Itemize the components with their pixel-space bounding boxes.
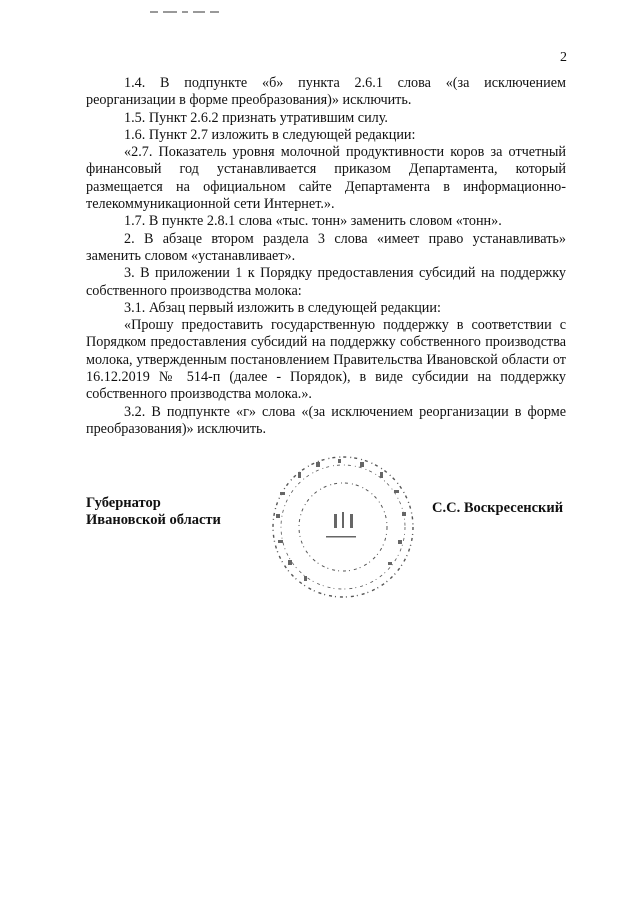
signatory-position [86,495,221,529]
signatory-position-line2: Ивановской области [86,512,221,528]
signatory-name: С.С. Воскресенский [432,500,564,516]
paragraph: 1.7. В пункте 2.8.1 слова «тыс. тонн» заменить словом «тонн». [124,213,502,230]
paragraph: 1.6. Пункт 2.7 изложить в следующей редакции: [124,126,416,143]
paragraph: 3.1. Абзац первый изложить в следующей редакции: [124,299,441,316]
round-seal-stamp-icon [268,452,418,602]
paragraph: 1.4. В подпункте «б» пункта 2.6.1 слова «(за исключением реорганизации в форме преобразования)» исключить. [86,75,566,109]
signatory-position-line1: Губернатор [86,495,161,511]
paragraph: 2. В абзаце втором раздела 3 слова «имеет право устанавливать» заменить словом «устанавливает». [86,230,566,264]
paragraph: 3.2. В подпункте «г» слова «(за исключением реорганизации в форме преобразования)» исключить. [86,403,566,437]
document-body [86,75,566,438]
page-number: 2 [560,50,567,65]
paragraph: 3. В приложении 1 к Порядку предоставления субсидий на поддержку собственного производства молока: [86,265,566,299]
paragraph: «2.7. Показатель уровня молочной продуктивности коров за отчетный финансовый год устанавливается приказом Департамента, который размещается на официальном сайте Департамента в информационно-телекоммуникационной сети Интернет.». [86,144,566,213]
top-scan-artifact [150,0,240,6]
paragraph: 1.5. Пункт 2.6.2 признать утратившим силу. [124,109,388,126]
paragraph: «Прошу предоставить государственную поддержку в соответствии с Порядком предоставления субсидий на поддержку собственного производства молока, утвержденным постановлением Правительства Ивановской области от 16.12.2019 № 514-п (далее - Порядок), в виде субсидии на поддержку собственного производства молока.». [86,317,566,403]
